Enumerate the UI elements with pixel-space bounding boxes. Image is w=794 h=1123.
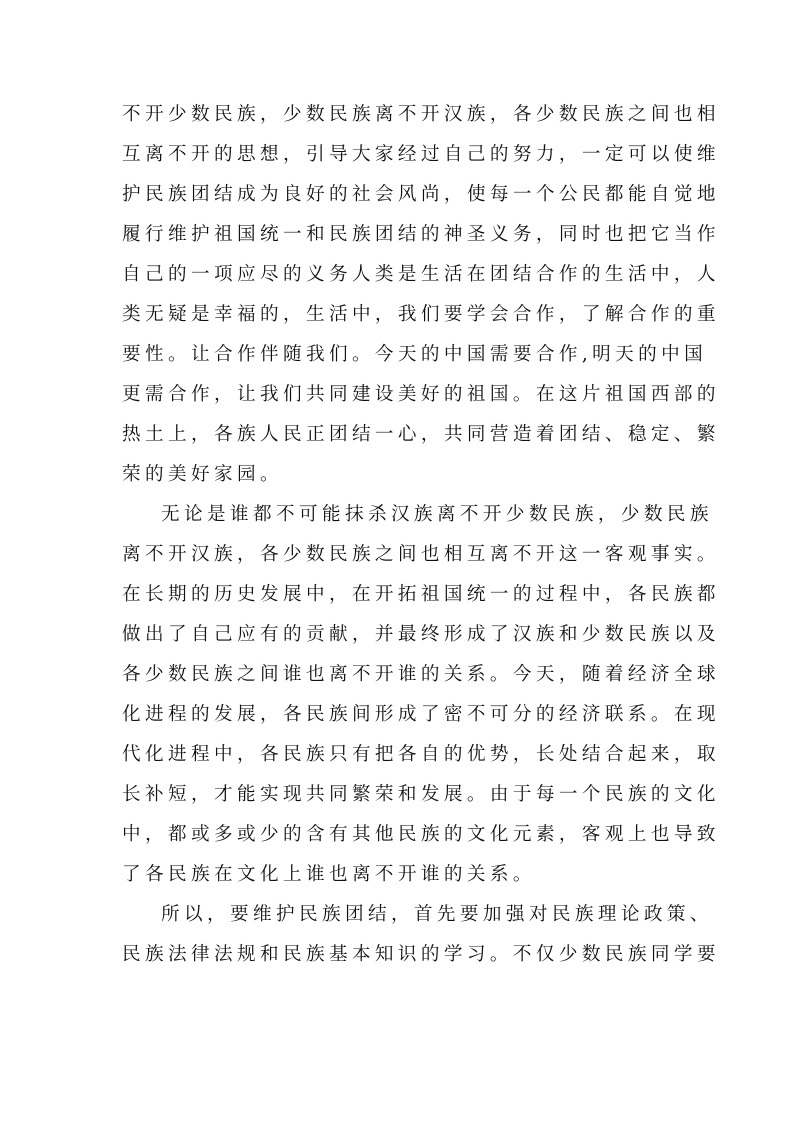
text-line: 民族法律法规和民族基本知识的学习。不仅少数民族同学要	[122, 944, 720, 965]
text-line: 履行维护祖国统一和民族团结的神圣义务，同时也把它当作	[122, 224, 720, 245]
text-line: 更需合作，让我们共同建设美好的祖国。在这片祖国西部的	[122, 384, 720, 405]
text-line: 各少数民族之间谁也离不开谁的关系。今天，随着经济全球	[122, 664, 720, 685]
text-line: 护民族团结成为良好的社会风尚，使每一个公民都能自觉地	[122, 184, 720, 205]
paragraph-first-line: 所以，要维护民族团结，首先要加强对民族理论政策、	[161, 904, 713, 925]
text-line: 做出了自己应有的贡献，并最终形成了汉族和少数民族以及	[122, 624, 720, 645]
text-line: 长补短，才能实现共同繁荣和发展。由于每一个民族的文化	[122, 784, 720, 805]
text-line: 中，都或多或少的含有其他民族的文化元素，客观上也导致	[122, 824, 720, 845]
text-line: 自己的一项应尽的义务人类是生活在团结合作的生活中，人	[122, 264, 720, 285]
text-line: 类无疑是幸福的，生活中，我们要学会合作，了解合作的重	[122, 304, 720, 325]
text-line: 热土上，各族人民正团结一心，共同营造着团结、稳定、繁	[122, 424, 720, 445]
text-line: 荣的美好家园。	[122, 464, 283, 485]
text-line: 在长期的历史发展中，在开拓祖国统一的过程中，各民族都	[122, 584, 720, 605]
text-line: 代化进程中，各民族只有把各自的优势，长处结合起来，取	[122, 744, 720, 765]
text-line: 互离不开的思想，引导大家经过自己的努力，一定可以使维	[122, 144, 720, 165]
text-line: 化进程的发展，各民族间形成了密不可分的经济联系。在现	[122, 704, 720, 725]
text-line: 离不开汉族，各少数民族之间也相互离不开这一客观事实。	[122, 544, 720, 565]
text-line: 要性。让合作伴随我们。今天的中国需要合作,明天的中国	[122, 344, 708, 365]
paragraph-first-line: 无论是谁都不可能抹杀汉族离不开少数民族，少数民族	[161, 504, 713, 525]
text-line: 不开少数民族，少数民族离不开汉族，各少数民族之间也相	[122, 104, 720, 125]
text-line: 了各民族在文化上谁也离不开谁的关系。	[122, 864, 536, 885]
